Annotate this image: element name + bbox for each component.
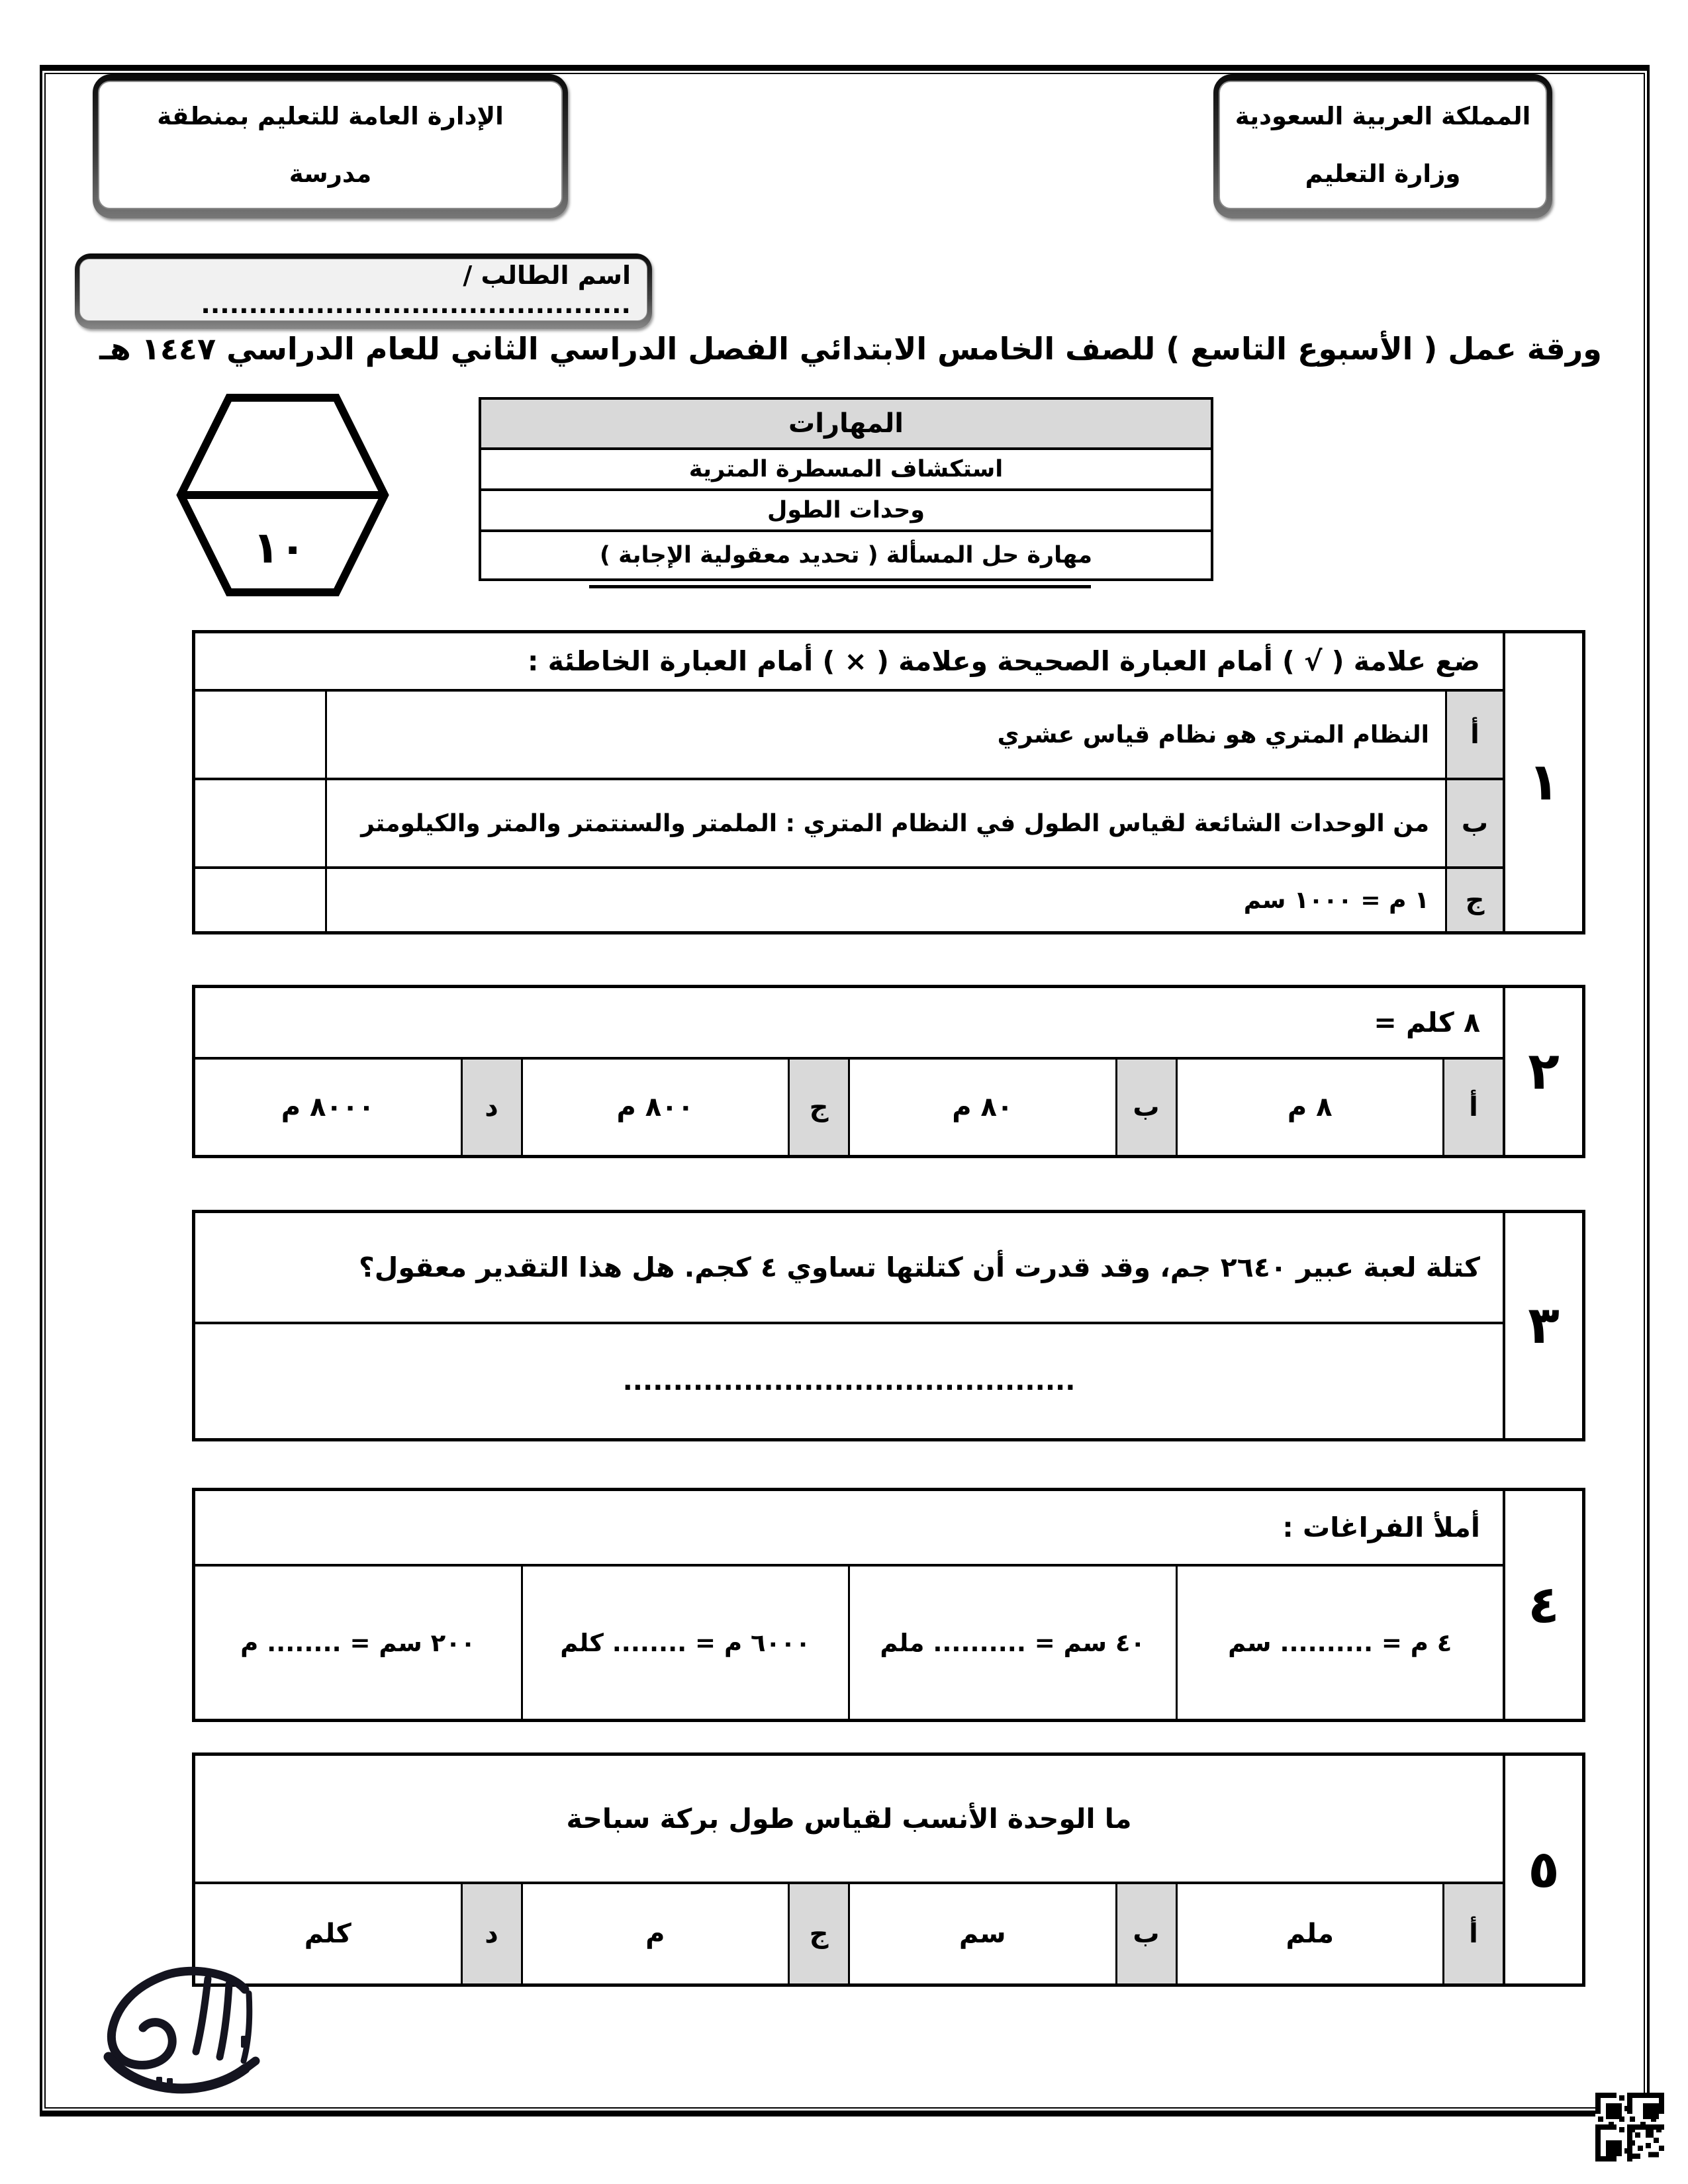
statement-text: ١ م = ١٠٠٠ سم — [327, 869, 1447, 931]
tf-row-c — [195, 866, 1503, 931]
question-1 — [192, 630, 1585, 934]
question-2-number: ٢ — [1503, 988, 1582, 1155]
option-value: م — [523, 1884, 790, 1983]
question-4 — [192, 1488, 1585, 1722]
score-value: ١٠ — [252, 522, 306, 573]
options-row — [195, 1882, 1503, 1983]
question-2-prompt: ٨ كلم = — [1374, 1007, 1480, 1038]
blank-item: ٦٠٠٠ م = ........ كلم — [523, 1567, 851, 1719]
option-letter-cell: ج — [790, 1060, 850, 1155]
option-letter-cell: د — [463, 1884, 523, 1983]
question-3-prompt: كتلة لعبة عبير ٢٦٤٠ جم، وقد قدرت أن كتلتها تساوي ٤ كجم. هل هذا التقدير معقول؟ — [358, 1251, 1480, 1283]
answer-cell — [195, 692, 327, 778]
option-value: ملم — [1178, 1884, 1445, 1983]
row-letter-cell: ج — [1447, 869, 1503, 931]
question-4-number: ٤ — [1503, 1491, 1582, 1719]
option-value: ٨٠٠٠ م — [195, 1060, 463, 1155]
answer-cell — [195, 780, 327, 866]
admin-region-text: الإدارة العامة للتعليم بمنطقة — [157, 102, 504, 130]
kingdom-name-text: المملكة العربية السعودية — [1235, 102, 1531, 130]
option-letter-cell: ج — [790, 1884, 850, 1983]
student-name-box — [75, 253, 652, 329]
skill-item: استكشاف المسطرة المترية — [688, 456, 1004, 482]
tf-row-b — [195, 778, 1503, 866]
option-letter-cell: ب — [1117, 1060, 1178, 1155]
education-admin-header-box — [93, 74, 568, 218]
qr-code — [1595, 2093, 1664, 2161]
skills-underline — [589, 585, 1091, 588]
option-letter-cell: ب — [1117, 1884, 1178, 1983]
question-1-prompt: ضع علامة ( √ ) أمام العبارة الصحيحة وعلامة ( × ) أمام العبارة الخاطئة : — [527, 645, 1480, 677]
answer-dots-line: ............................................. — [195, 1322, 1503, 1438]
student-name-label: اسم الطالب / ............................................. — [79, 259, 647, 321]
option-value: كلم — [195, 1884, 463, 1983]
options-row — [195, 1057, 1503, 1155]
score-hexagon-badge — [173, 389, 392, 601]
statement-text: النظام المتري هو نظام قياس عشري — [327, 692, 1447, 778]
option-value: ٨ م — [1178, 1060, 1445, 1155]
option-value: ٨٠ م — [850, 1060, 1117, 1155]
question-1-number: ١ — [1503, 633, 1582, 931]
skills-table — [479, 397, 1213, 581]
row-letter-cell: أ — [1447, 692, 1503, 778]
option-value: سم — [850, 1884, 1117, 1983]
row-letter-cell: ب — [1447, 780, 1503, 866]
option-letter-cell: أ — [1444, 1060, 1503, 1155]
option-letter-cell: أ — [1444, 1884, 1503, 1983]
question-2 — [192, 985, 1585, 1158]
worksheet-title: ورقة عمل ( الأسبوع التاسع ) للصف الخامس الابتدائي الفصل الدراسي الثاني للعام الدراسي ١٤٤٧ هـ — [99, 331, 1602, 367]
blank-item: ٤٠ سم = .......... ملم — [850, 1567, 1178, 1719]
skill-item: مهارة حل المسألة ( تحديد معقولية الإجابة ) — [481, 529, 1211, 578]
skills-table-header: المهارات — [481, 400, 1211, 450]
option-letter-cell: د — [463, 1060, 523, 1155]
question-3-number: ٣ — [1503, 1213, 1582, 1438]
question-3 — [192, 1210, 1585, 1441]
ministry-name-text: وزارة التعليم — [1305, 159, 1461, 188]
statement-text: من الوحدات الشائعة لقياس الطول في النظام المتري : الملمتر والسنتمتر والمتر والكيلومتر — [327, 780, 1447, 866]
question-5-number: ٥ — [1503, 1756, 1582, 1983]
blank-item: ٢٠٠ سم = ........ م — [195, 1567, 523, 1719]
question-5 — [192, 1752, 1585, 1987]
skill-item: وحدات الطول — [481, 488, 1211, 529]
question-5-prompt: ما الوحدة الأنسب لقياس طول بركة سباحة — [566, 1803, 1132, 1835]
blank-item: ٤ م = .......... سم — [1228, 1628, 1452, 1657]
blanks-row — [195, 1564, 1503, 1719]
tf-row-a — [195, 689, 1503, 778]
question-4-prompt: أملأ الفراغات : — [1282, 1512, 1480, 1543]
school-name-text: مدرسة — [289, 159, 372, 188]
answer-cell — [195, 869, 327, 931]
option-value: ٨٠٠ م — [523, 1060, 790, 1155]
ministry-header-box — [1213, 74, 1552, 218]
signature-calligraphy — [78, 1964, 277, 2110]
